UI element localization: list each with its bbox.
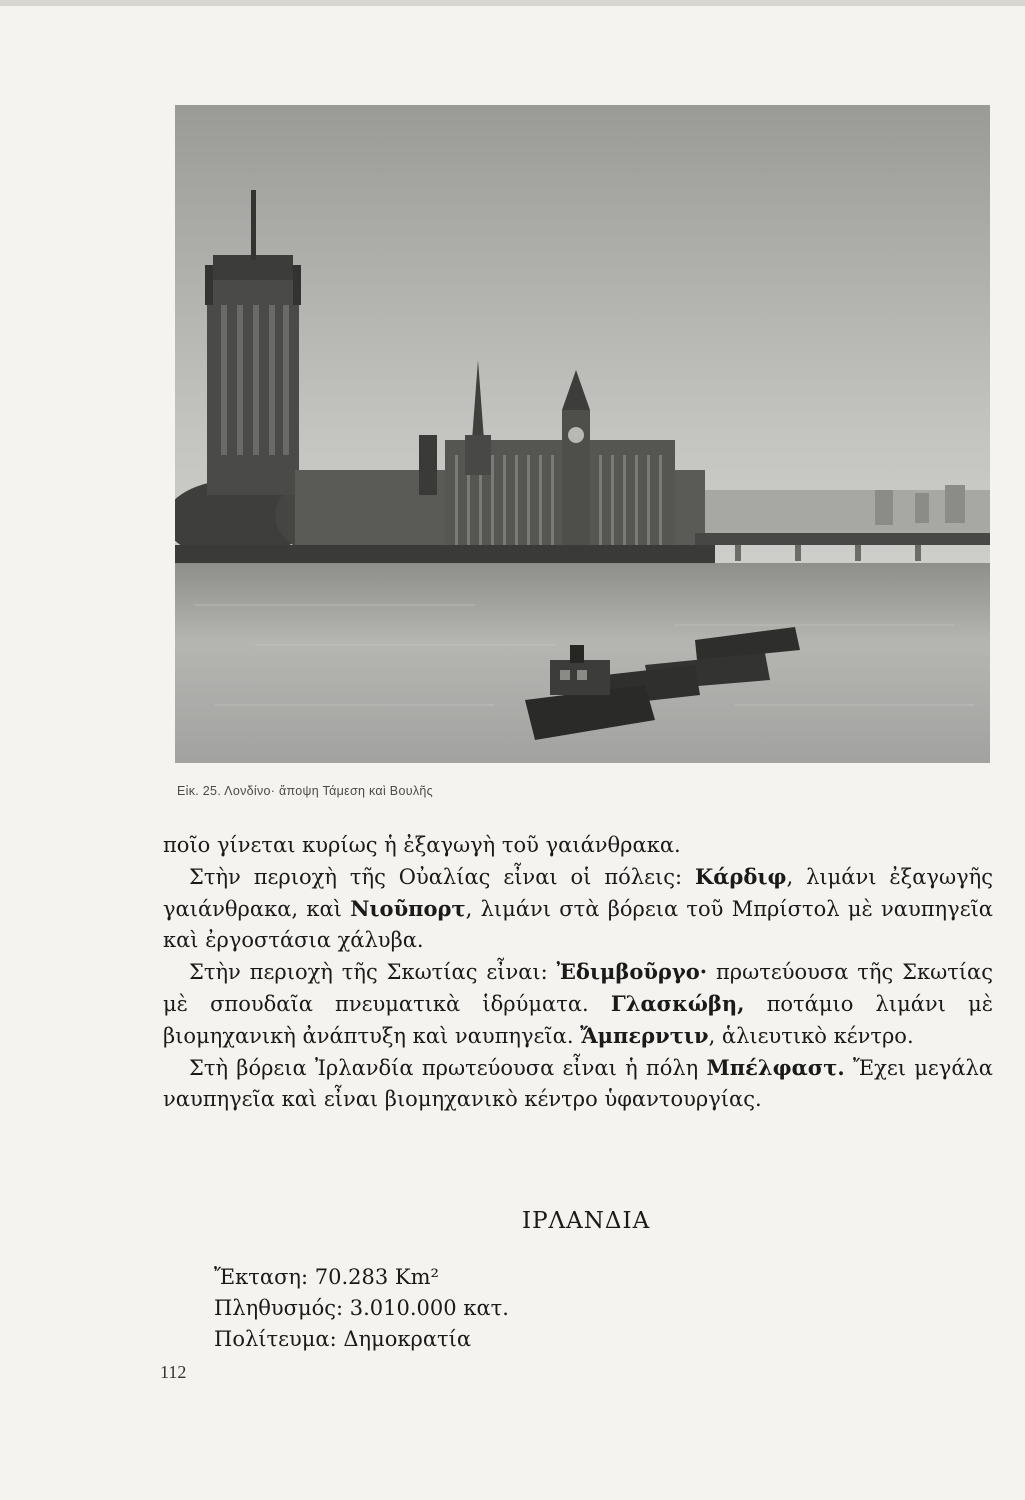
text-span: , λιμάνι ἐξαγωγῆς γαιάνθρακα, καὶ (163, 865, 993, 921)
text-span: , ἁλιευτικὸ κέντρο. (708, 1024, 914, 1048)
text-span: Στὴ βόρεια Ἰρλανδία πρωτεύουσα εἶναι ἡ πόλη (189, 1056, 707, 1080)
body-text (163, 830, 993, 1115)
page-number: 112 (160, 1362, 187, 1382)
text-span: , λιμάνι στὰ βόρεια τοῦ Μπρίστολ μὲ ναυπηγεῖα καὶ ἐργοστάσια χάλυβα. (163, 897, 993, 952)
section-title: ΙΡΛΑΝΔΙΑ (522, 1208, 651, 1234)
text-span: Στὴν περιοχὴ τῆς Σκωτίας εἶναι: (189, 960, 557, 984)
paragraph (163, 1052, 993, 1115)
paragraph (163, 956, 993, 1052)
fact-value: 70.283 Km² (314, 1265, 439, 1289)
paragraph (163, 861, 993, 956)
fact-value: Δημοκρατία (343, 1327, 472, 1351)
text-span: ποῖο γίνεται κυρίως ἡ ἐξαγωγὴ τοῦ γαιάνθρακα. (163, 833, 681, 857)
london-thames-parliament-photo (175, 105, 990, 763)
place-name: Γλασκώβη, (610, 991, 745, 1016)
fact-label: Πολίτευμα: (214, 1327, 337, 1351)
paragraph (163, 830, 993, 861)
text-span: Ἔχει μεγάλα ναυπηγεῖα καὶ εἶναι βιομηχανικὸ κέντρο ὑφαντουργίας. (163, 1056, 993, 1111)
text-span: πρωτεύουσα τῆς Σκωτίας μὲ σπουδαῖα πνευματικὰ ἱδρύματα. (163, 960, 993, 1016)
figure-caption: Εἰκ. 25. Λονδίνο· ἄποψη Τάμεση καὶ Βουλῆς (177, 784, 433, 798)
page-edge (0, 0, 1025, 6)
place-name: Μπέλφαστ. (706, 1055, 845, 1080)
place-name: Κάρδιφ (694, 864, 787, 889)
text-span: ποτάμιο λιμάνι μὲ βιομηχανικὴ ἀνάπτυξη καὶ ναυπηγεῖα. (163, 992, 993, 1048)
fact-label: Ἔκταση: (214, 1265, 309, 1289)
fact-label: Πληθυσμός: (214, 1296, 344, 1320)
place-name: Νιοῦπορτ (350, 896, 466, 921)
country-facts (214, 1262, 509, 1355)
fact-value: 3.010.000 κατ. (349, 1296, 509, 1320)
place-name: Ἐδιμβοῦργο· (556, 959, 708, 984)
place-name: Ἄμπερντιν (580, 1023, 709, 1048)
fact-area (214, 1262, 509, 1293)
fact-government (214, 1324, 509, 1355)
fact-population (214, 1293, 509, 1324)
text-span: Στὴν περιοχὴ τῆς Οὐαλίας εἶναι οἱ πόλεις: (189, 865, 695, 889)
